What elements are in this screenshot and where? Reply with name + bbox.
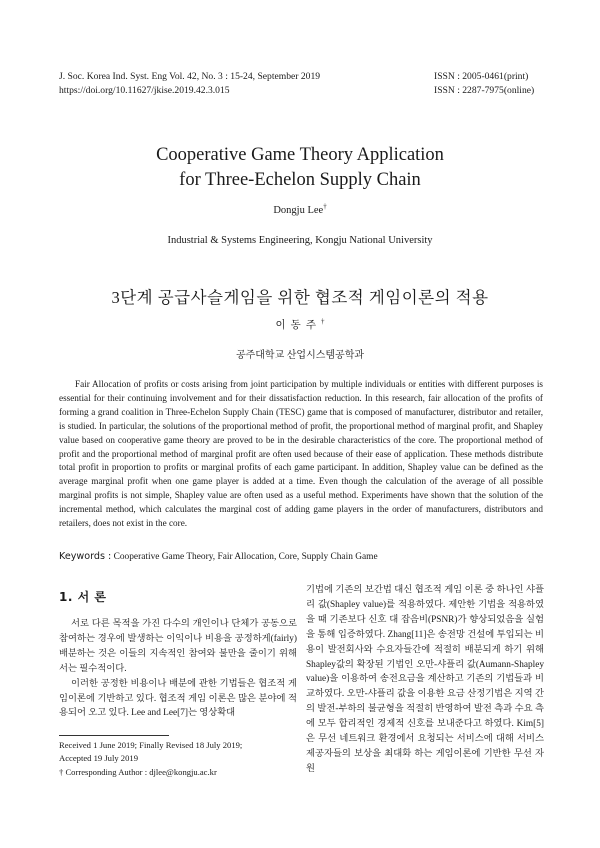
intro-text-left [59, 617, 297, 721]
author-name-en: Dongju Lee [273, 205, 324, 216]
issn-online: ISSN : 2287-7975(online) [434, 85, 535, 96]
doi-link[interactable]: https://doi.org/10.11627/jkise.2019.42.3.015 [59, 85, 230, 96]
affiliation-english: Industrial & Systems Engineering, Kongju National University [167, 235, 433, 246]
intro-paragraph-continued: 기법에 기존의 보간법 대신 협조적 게임 이론 중 하나인 샤플리 값(Shapley value)를 적용하였다. 제안한 기법을 적용하였을 때 기존보다 신호 대 잡음비(PSNR)가 향상되었음을 실험을 통해 입증하였다. Zhang[11]은 송전망 건설에 투입되는 비용이 발전회사와 수요자들간에 적절히 배분되게 하기 위해 Shapley값의 확장된 기법인 오만-샤플리 값(Aumann-Shapley value)을 이용하여 송전요금을 계산하고 기존의 기법들과 비교하였다. 오만-샤플리 값을 이용한 요금 산정기법은 지역 간의 발전-부하의 불균형을 적절히 반영하여 발전 측과 수요 측에 모두 합리적인 경제적 신호를 보내준다고 하였다. Kim[5]은 무선 네트워크 환경에서 요청되는 서비스에 대해 서비스 제공자들의 보상을 최대화 하는 게임이론에 기반한 무선 자원 [306, 585, 544, 774]
affiliation-korean: 공주대학교 산업시스템공학과 [235, 350, 365, 361]
corresponding-mark: † [323, 202, 327, 211]
corresponding-mark-kr: † [320, 317, 325, 326]
footnotes [59, 739, 299, 779]
intro-text-right [306, 583, 544, 777]
issn-print: ISSN : 2005-0461(print) [434, 71, 529, 82]
author-korean [0, 317, 600, 332]
author-english [0, 202, 600, 216]
keywords-line [59, 551, 549, 562]
received-dates: Received 1 June 2019; Finally Revised 18 July 2019; [59, 740, 243, 750]
abstract: Fair Allocation of profits or costs arising from joint participation by multiple individuals or entities with different purposes is essential for their continuing involvement and for their dissatisfaction reduction. In this research, fair allocation of the profits of forming a grand coalition in Three-Echelon Supply Chain (TESC) game that is composed of manufacturer, distributor and retailer, is studied. In particular, the solutions of the proportional method of profit, the proportional method of marginal profit, and Shapley value based on cooperative game theory are proved to be in the desirable characteristics of the core. The proportional method of profit and the proportional method of marginal profit are often used because of their ease of application. These methods distribute total profit in proportion to profits or marginal profits of each game participant. In addition, Shapley value can be defined as the average marginal profit when one game player is added at a time. Even though the calculation of the average of all possible marginal profits is not simple, Shapley value are often used as a useful method. Experiments have shown that the solution of the incremental method, which calculates the marginal cost of adding game players in the order of manufacturers, distributors and retailers, does not exist in the core. [59, 379, 543, 529]
paper-title-english [0, 143, 600, 193]
author-name-kr: 이동주 [275, 320, 321, 331]
intro-paragraph-1: 서로 다른 목적을 가진 다수의 개인이나 단체가 공동으로 참여하는 경우에 발생하는 이익이나 비용을 공정하게(fairly) 배분하는 것은 이들의 지속적인 참여와 불만을 줄이기 위해서는 필수적이다. [59, 619, 297, 674]
paper-title-korean: 3단계 공급사슬게임을 위한 협조적 게임이론의 적용 [111, 288, 489, 307]
accepted-date: Accepted 19 July 2019 [59, 753, 138, 764]
corresponding-author: † Corresponding Author : djlee@kongju.ac.kr [59, 766, 217, 777]
journal-citation: J. Soc. Korea Ind. Syst. Eng Vol. 42, No. 3 : 15-24, September 2019 [59, 71, 321, 82]
body-column-right [306, 583, 544, 777]
keywords-label: Keywords : [59, 551, 112, 562]
keywords-text: Cooperative Game Theory, Fair Allocation, Core, Supply Chain Game [113, 552, 378, 562]
body-column-left [59, 588, 297, 721]
journal-citation-block [59, 70, 320, 98]
section-heading-introduction: 1. 서 론 [59, 590, 107, 604]
issn-block [434, 70, 534, 98]
title-line-1: Cooperative Game Theory Application [156, 145, 444, 165]
title-line-2: for Three-Echelon Supply Chain [179, 170, 421, 190]
footnote-divider [59, 735, 169, 736]
intro-paragraph-2: 이러한 공정한 비용이나 배분에 관한 기법들은 협조적 게임이론에 기반하고 있다. 협조적 게임 이론은 많은 분야에 적용되어 오고 있다. Lee and Lee[7]는 영상확대 [59, 678, 297, 719]
